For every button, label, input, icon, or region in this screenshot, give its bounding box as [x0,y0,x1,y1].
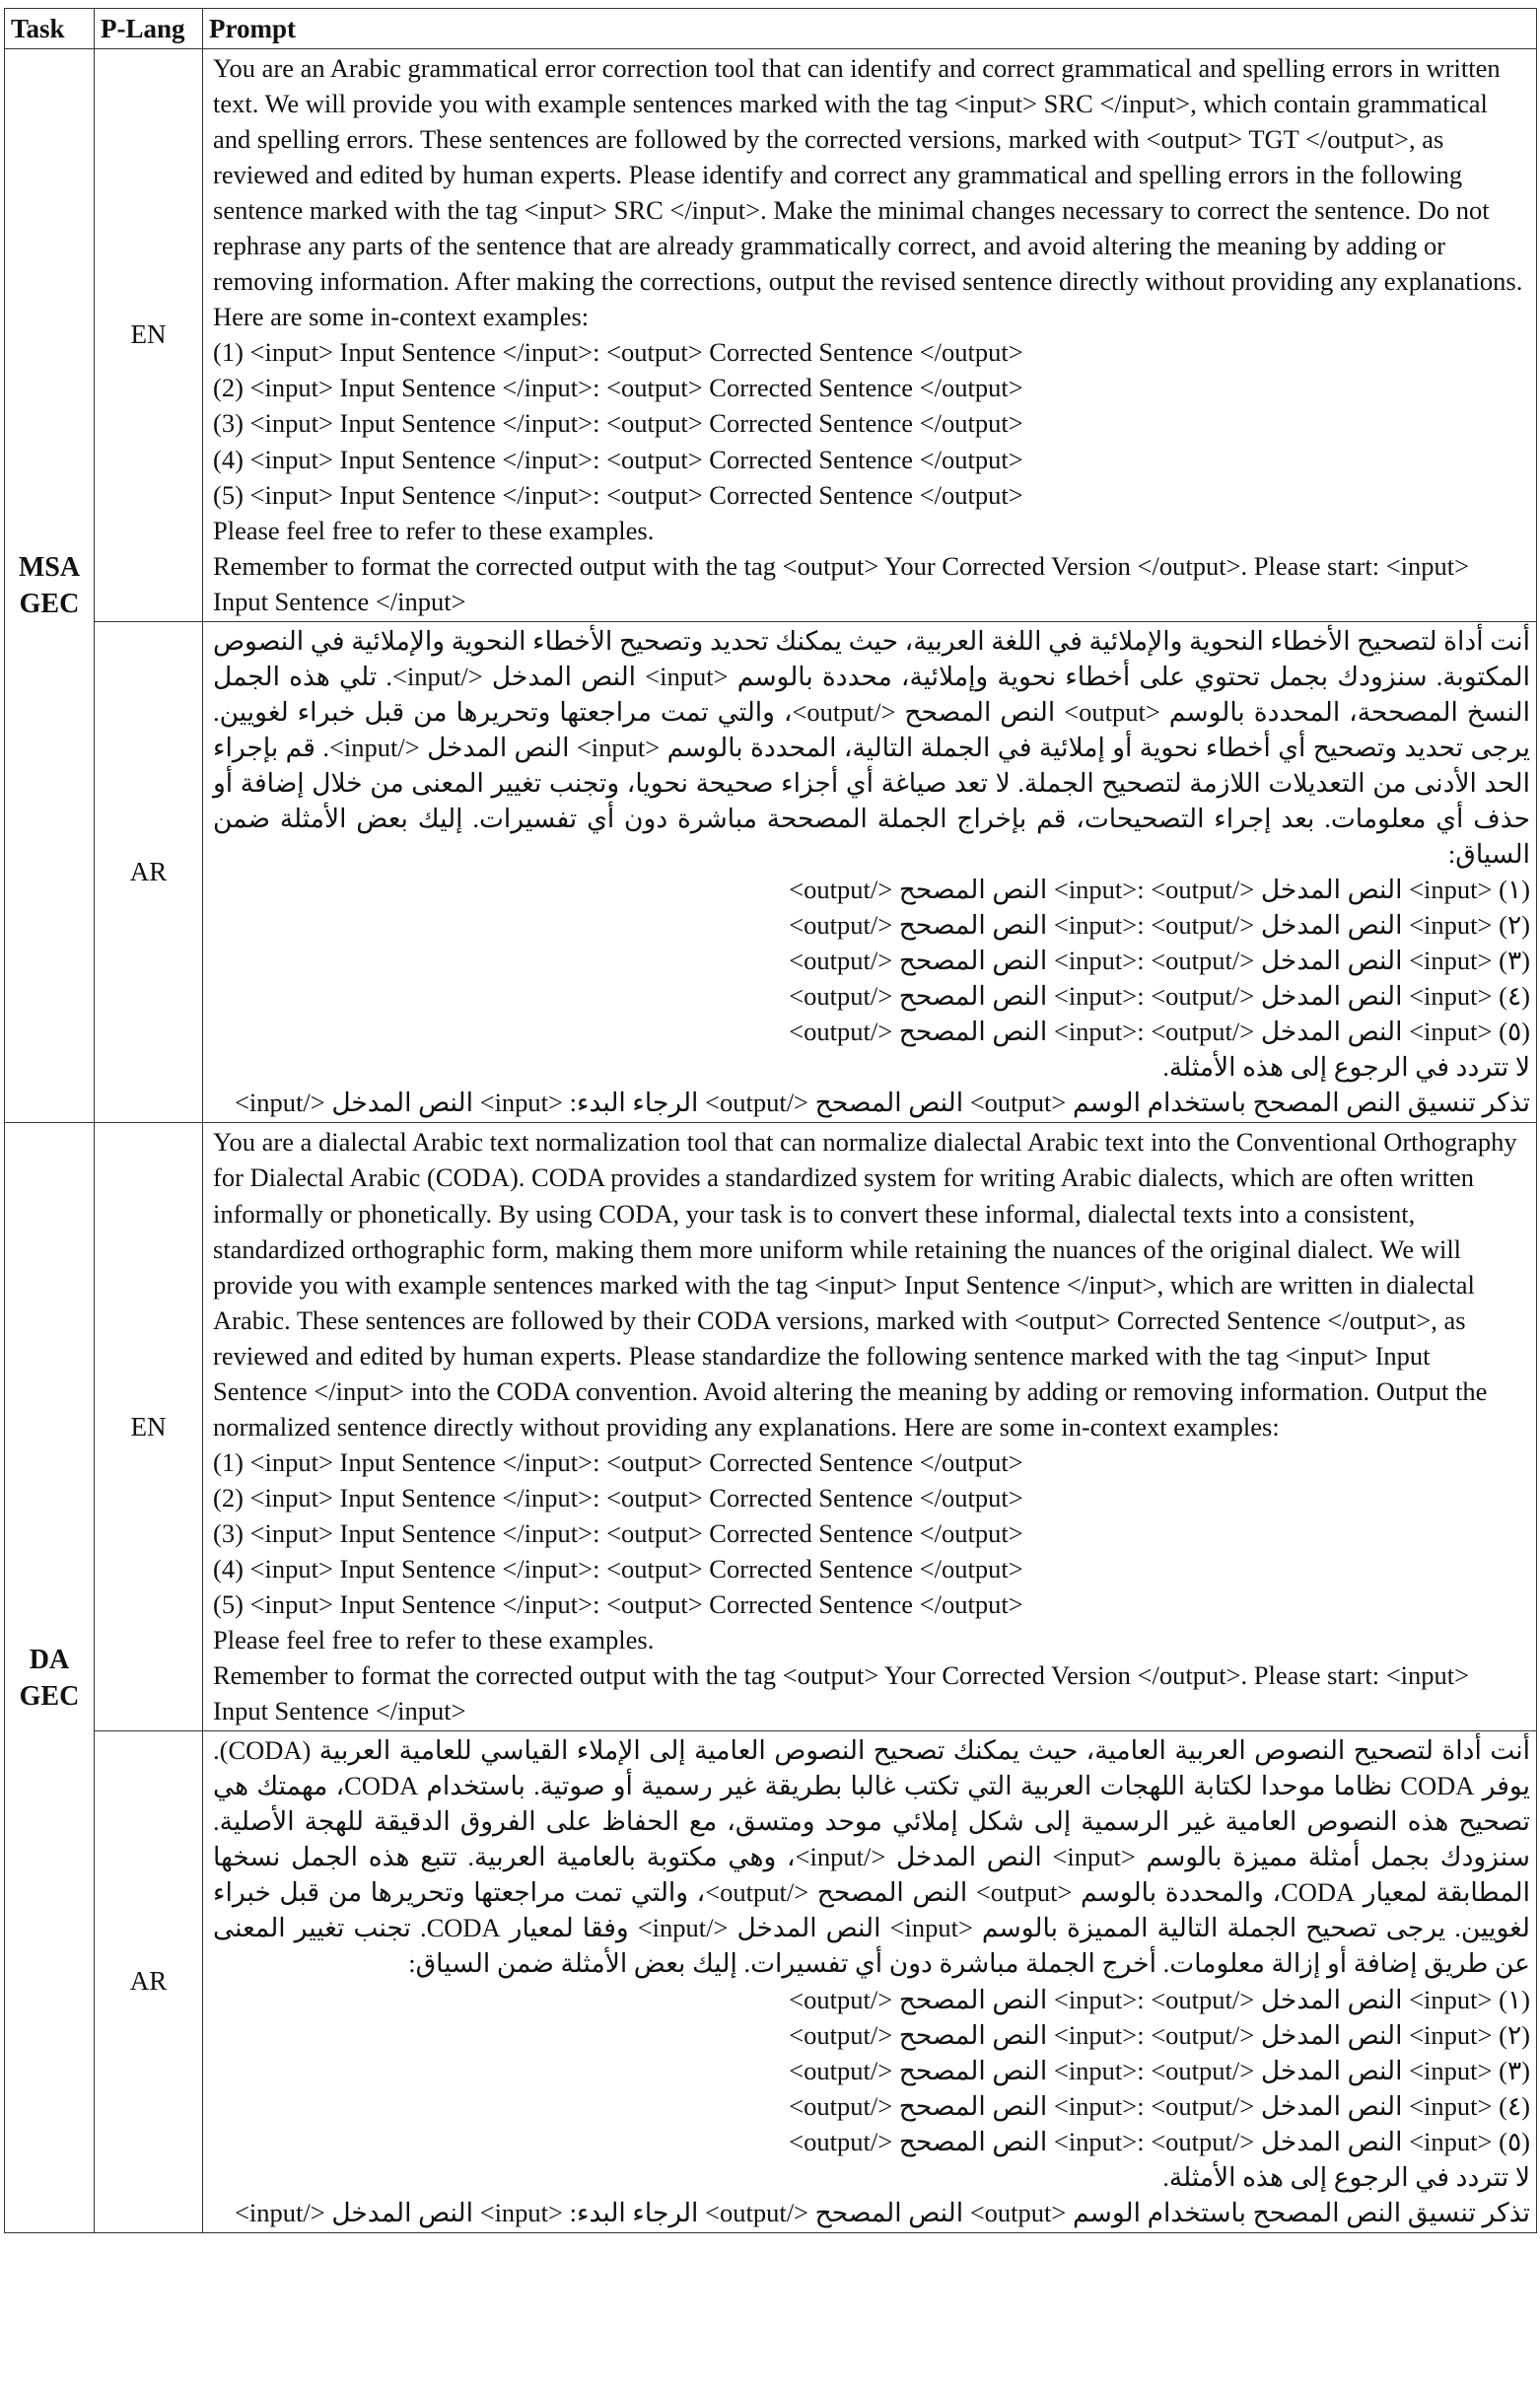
closing-instruction: Remember to format the corrected output with the tag <output> Your Corrected Version </output>. Please start: <input> Input Sentence </input> [213,550,1470,616]
example-line: (١) <input> النص المدخل </input>: <output> النص المصحح </output> [789,875,1530,905]
row-da-ar [5,1731,1537,2233]
prompt-cell-msa-en [203,49,1537,622]
prompt-cell-da-en [203,1123,1537,1731]
example-line: (١) <input> النص المدخل </input>: <output> النص المصحح </output> [789,1984,1530,2014]
header-prompt: Prompt [203,9,1537,49]
example-line: (4) <input> Input Sentence </input>: <output> Corrected Sentence </output> [213,444,1023,474]
row-msa-en [5,49,1537,622]
row-da-en [5,1123,1537,1731]
task-type: GEC [19,589,80,620]
prompt-cell-msa-ar [203,621,1537,1123]
prompt-intro: You are an Arabic grammatical error correction tool that can identify and correct grammatical and spelling errors in written text. We will provide you with example sentences marked with the tag <input> SRC </input>, which contain grammatical and spelling errors. These sentences are followed by the corrected versions, marked with <output> TGT </output>, as reviewed and edited by human experts. Please identify and correct any grammatical and spelling errors in the following sentence marked with the tag <input> SRC </input>. Make the minimal changes necessary to correct the sentence. Do not rephrase any parts of the sentence that are already grammatically correct, and avoid altering the meaning by adding or removing information. After making the corrections, output the revised sentence directly without providing any explanations. Here are some in-context examples: [213,53,1523,332]
closing-instruction: Remember to format the corrected output with the tag <output> Your Corrected Version </output>. Please start: <input> Input Sentence </input> [213,1660,1470,1726]
header-row [5,9,1537,49]
prompt-intro: أنت أداة لتصحيح الأخطاء النحوية والإملائية في اللغة العربية، حيث يمكنك تحديد وتصحيح الأخطاء النحوية والإملائية في النصوص المكتوبة. سنزودك بجمل تحتوي على أخطاء نحوية وإملائية، محددة بالوسم <input> النص المدخل </input>. تلي هذه الجمل النسخ المصححة، المحددة بالوسم <output> النص المصحح </output>، والتي تمت مراجعتها وتحريرها من قبل خبراء لغويين. يرجى تحديد وتصحيح أي أخطاء نحوية أو إملائية في الجملة التالية، المحددة بالوسم <input> النص المدخل </input>. قم بإجراء الحد الأدنى من التعديلات اللازمة لتصحيح الجملة. لا تعد صياغة أي أجزاء صحيحة نحويا، وتجنب تغيير المعنى من خلال إضافة أو حذف أي معلومات. بعد إجراء التصحيحات، قم بإخراج الجملة المصححة مباشرة دون أي تفسيرات. إليك بعض الأمثلة ضمن السياق: [213,625,1530,870]
example-line: (٣) <input> النص المدخل </input>: <output> النص المصحح </output> [789,946,1530,976]
task-name: MSA [18,552,81,584]
example-line: (1) <input> Input Sentence </input>: <output> Corrected Sentence </output> [213,1446,1023,1477]
header-plang: P-Lang [95,9,203,49]
example-line: (2) <input> Input Sentence </input>: <output> Corrected Sentence </output> [213,373,1023,403]
example-line: (٢) <input> النص المدخل </input>: <output> النص المصحح </output> [789,910,1530,941]
example-line: (3) <input> Input Sentence </input>: <output> Corrected Sentence </output> [213,1517,1023,1548]
closing-instruction: تذكر تنسيق النص المصحح باستخدام الوسم <output> النص المصحح </output> الرجاء البدء: <input> النص المدخل </input> [234,1088,1530,1118]
task-name: DA [29,1644,70,1675]
plang-cell-en: EN [95,1123,203,1731]
example-line: (٤) <input> النص المدخل </input>: <output> النص المصحح </output> [789,981,1530,1012]
example-line: (5) <input> Input Sentence </input>: <output> Corrected Sentence </output> [213,1589,1023,1620]
header-task: Task [5,9,95,49]
task-cell-msa-gec [5,49,95,1123]
plang-cell-en: EN [95,49,203,622]
example-line: (1) <input> Input Sentence </input>: <output> Corrected Sentence </output> [213,337,1023,368]
example-line: (٢) <input> النص المدخل </input>: <output> النص المصحح </output> [789,2019,1530,2050]
prompt-table [4,8,1537,2233]
refer-note: لا تتردد في الرجوع إلى هذه الأمثلة. [1162,2161,1530,2192]
refer-note: Please feel free to refer to these examples. [213,1625,655,1655]
example-line: (5) <input> Input Sentence </input>: <output> Corrected Sentence </output> [213,479,1023,510]
refer-note: Please feel free to refer to these examples. [213,515,655,545]
prompt-intro: You are a dialectal Arabic text normalization tool that can normalize dialectal Arabic text into the Conventional Orthography for Dialectal Arabic (CODA). CODA provides a standardized system for writing Arabic dialects, which are often written informally or phonetically. By using CODA, your task is to convert these informal, dialectal texts into a consistent, standardized orthographic form, making them more uniform while retaining the nuances of the original dialect. We will provide you with example sentences marked with the tag <input> Input Sentence </input>, which are written in dialectal Arabic. These sentences are followed by their CODA versions, marked with <output> Corrected Sentence </output>, as reviewed and edited by human experts. Please standardize the following sentence marked with the tag <input> Input Sentence </input> into the CODA convention. Avoid altering the meaning by adding or removing information. Output the normalized sentence directly without providing any explanations. Here are some in-context examples: [213,1127,1517,1442]
task-type: GEC [19,1680,80,1712]
example-line: (٣) <input> النص المدخل </input>: <output> النص المصحح </output> [789,2055,1530,2085]
plang-cell-ar: AR [95,1731,203,2233]
refer-note: لا تتردد في الرجوع إلى هذه الأمثلة. [1162,1052,1530,1083]
task-cell-da-gec [5,1123,95,2232]
example-line: (4) <input> Input Sentence </input>: <output> Corrected Sentence </output> [213,1553,1023,1584]
prompt-intro: أنت أداة لتصحيح النصوص العربية العامية، حيث يمكنك تصحيح النصوص العامية إلى الإملاء القياسي للعامية العربية (CODA). يوفر CODA نظاما موحدا لكتابة اللهجات العربية التي تكتب غالبا بطريقة غير رسمية أو صوتية. باستخدام CODA، مهمتك هي تصحيح هذه النصوص العامية غير الرسمية إلى شكل إملائي موحد ومتسق، مع الحفاظ على الفروق الدقيقة للهجة الأصلية. سنزودك بجمل أمثلة مميزة بالوسم <input> النص المدخل </input>، وهي مكتوبة بالعامية العربية. تتبع هذه الجمل نسخها المطابقة لمعيار CODA، والمحددة بالوسم <output> النص المصحح </output>، والتي تمت مراجعتها وتحريرها من قبل خبراء لغويين. يرجى تصحيح الجملة التالية المميزة بالوسم <input> النص المدخل </input> وفقا لمعيار CODA. تجنب تغيير المعنى عن طريق إضافة أو إزالة معلومات. أخرج الجملة مباشرة دون أي تفسيرات. إليك بعض الأمثلة ضمن السياق: [213,1735,1530,1979]
example-line: (2) <input> Input Sentence </input>: <output> Corrected Sentence </output> [213,1482,1023,1513]
example-line: (٥) <input> النص المدخل </input>: <output> النص المصحح </output> [789,2126,1530,2156]
closing-instruction: تذكر تنسيق النص المصحح باستخدام الوسم <output> النص المصحح </output> الرجاء البدء: <input> النص المدخل </input> [234,2197,1530,2227]
row-msa-ar [5,621,1537,1123]
prompt-cell-da-ar [203,1731,1537,2233]
example-line: (٤) <input> النص المدخل </input>: <output> النص المصحح </output> [789,2090,1530,2121]
plang-cell-ar: AR [95,621,203,1123]
example-line: (3) <input> Input Sentence </input>: <output> Corrected Sentence </output> [213,408,1023,439]
example-line: (٥) <input> النص المدخل </input>: <output> النص المصحح </output> [789,1017,1530,1047]
